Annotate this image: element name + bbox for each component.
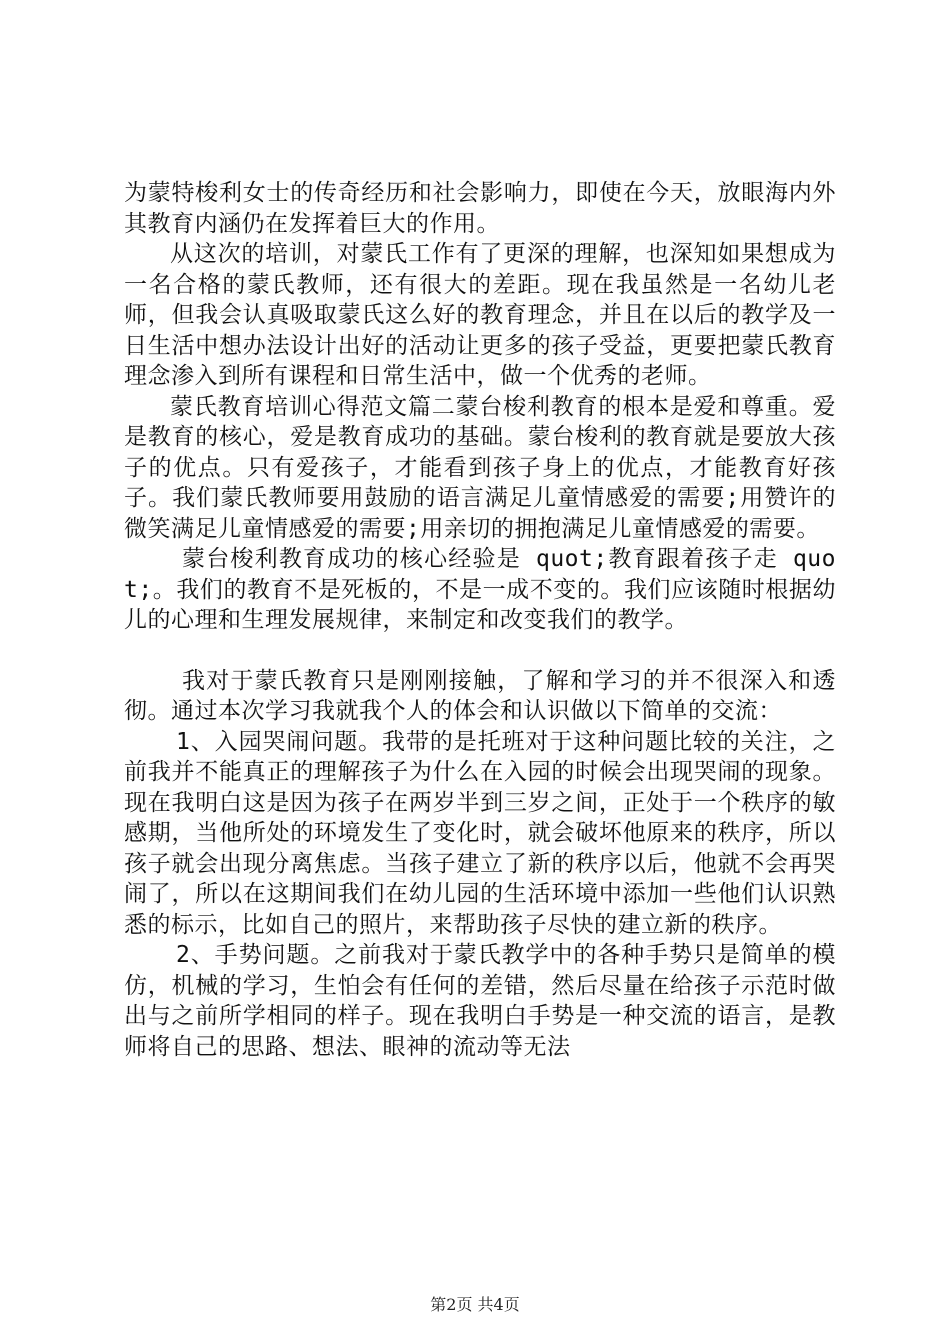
paragraph-7: 2、手势问题。之前我对于蒙氏教学中的各种手势只是简单的模仿，机械的学习，生怕会有任何的差错，然后尽量在给孩子示范时做出与之前所学相同的样子。现在我明白手势是一种交流的语言，是教师将自己的思路、想法、眼神的流动等无法 bbox=[124, 942, 836, 1060]
page-number-footer: 第2页 共4页 bbox=[430, 1295, 520, 1314]
document-body bbox=[124, 178, 836, 1062]
paragraph-1: 为蒙特梭利女士的传奇经历和社会影响力，即使在今天，放眼海内外其教育内涵仍在发挥着巨大的作用。 bbox=[124, 180, 836, 237]
paragraph-6: 1、入园哭闹问题。我带的是托班对于这种问题比较的关注，之前我并不能真正的理解孩子为什么在入园的时候会出现哭闹的现象。现在我明白这是因为孩子在两岁半到三岁之间，正处于一个秩序的敏感期，当他所处的环境发生了变化时，就会破坏他原来的秩序，所以孩子就会出现分离焦虑。当孩子建立了新的秩序以后，他就不会再哭闹了，所以在这期间我们在幼儿园的生活环境中添加一些他们认识熟悉的标示，比如自己的照片，来帮助孩子尽快的建立新的秩序。 bbox=[124, 728, 836, 938]
paragraph-gap bbox=[124, 636, 836, 666]
paragraph-3: 蒙氏教育培训心得范文篇二蒙台梭利教育的根本是爱和尊重。爱是教育的核心，爱是教育成功的基础。蒙台梭利的教育就是要放大孩子的优点。只有爱孩子，才能看到孩子身上的优点，才能教育好孩子。我们蒙氏教师要用鼓励的语言满足儿童情感爱的需要;用赞许的微笑满足儿童情感爱的需要;用亲切的拥抱满足儿童情感爱的需要。 bbox=[124, 393, 836, 542]
paragraph-5: 我对于蒙氏教育只是刚刚接触，了解和学习的并不很深入和透彻。通过本次学习我就我个人的体会和认识做以下简单的交流： bbox=[124, 667, 836, 724]
paragraph-2: 从这次的培训，对蒙氏工作有了更深的理解，也深知如果想成为一名合格的蒙氏教师，还有很大的差距。现在我虽然是一名幼儿老师，但我会认真吸取蒙氏这么好的教育理念，并且在以后的教学及一日生活中想办法设计出好的活动让更多的孩子受益，更要把蒙氏教育理念渗入到所有课程和日常生活中，做一个优秀的老师。 bbox=[124, 241, 836, 389]
paragraph-4: 蒙台梭利教育成功的核心经验是 quot;教育跟着孩子走 quot;。我们的教育不是死板的，不是一成不变的。我们应该随时根据幼儿的心理和生理发展规律，来制定和改变我们的教学。 bbox=[124, 546, 836, 633]
